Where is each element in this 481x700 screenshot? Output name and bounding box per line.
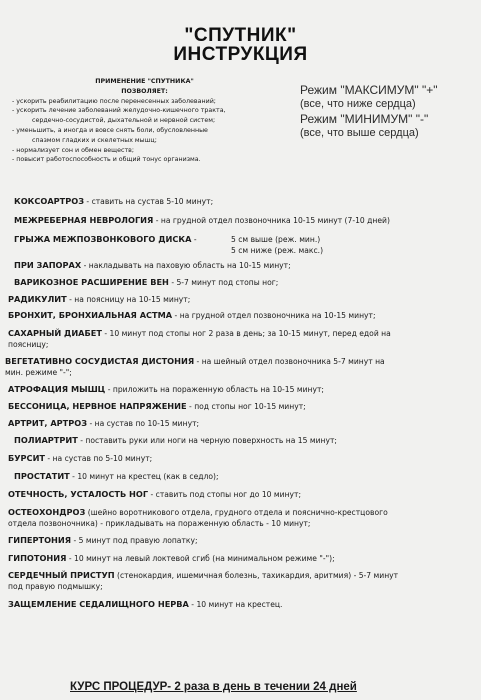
condition-name: ЗАЩЕМЛЕНИЕ СЕДАЛИЩНОГО НЕРВА [8,599,189,609]
condition-entry [8,418,199,429]
condition-entry [8,535,198,546]
application-item: - ускорить реабилитацию после перенесенных заболеваний; [12,97,216,105]
application-subheading: ПОЗВОЛЯЕТ: [121,87,168,95]
condition-instruction: - 10 минут под стопы ног 2 раза в день; за 10-15 минут, перед едой на [101,329,391,338]
condition-instruction: (шейно воротникового отдела, грудного отдела и пояснично-крестцового [85,508,388,517]
condition-entry [8,384,324,395]
mode-min-name: Режим "МИНИМУМ" "-" [300,112,429,126]
condition-name: ПОЛИАРТРИТ [14,435,78,445]
condition-instruction: - 5-7 минут под стопы ног; [168,278,279,287]
condition-name: ГРЫЖА МЕЖПОЗВОНКОВОГО ДИСКА [14,234,192,244]
application-item: - нормализует сон и обмен веществ; [12,146,134,154]
condition-name: ВЕГЕТАТИВНО СОСУДИСТАЯ ДИСТОНИЯ [5,356,195,366]
modes-block [300,83,475,141]
condition-instruction: - [191,235,197,244]
condition-instruction: - на грудной отдел позвоночника на 10-15 минут; [172,311,376,320]
condition-entry [8,294,190,305]
condition-entry [14,260,291,271]
condition-instruction: - 5 минут под правую лопатку; [71,536,198,545]
condition-instruction: - ставить на сустав 5-10 минут; [84,197,214,206]
condition-instruction: - приложить на пораженную область на 10-15 минут; [105,385,324,394]
product-title: "СПУТНИК" [184,25,297,46]
application-item: - ускорить лечение заболеваний желудочно-кишечного тракта, [12,107,226,115]
condition-entry [8,489,301,500]
condition-name: РАДИКУЛИТ [8,294,67,304]
condition-instruction: - под стопы ног 10-15 минут; [186,402,306,411]
condition-entry [8,553,335,564]
application-heading: ПРИМЕНЕНИЕ "СПУТНИКА" [95,78,194,85]
condition-entry [5,356,385,367]
condition-instruction: - 10 минут на крестец. [188,600,283,609]
condition-entry [14,215,390,226]
condition-entry [8,518,310,529]
condition-instruction: - на грудной отдел позвоночника 10-15 минут (7-10 дней) [153,216,390,225]
condition-instruction: под правую подмышку; [8,582,103,591]
instruction-title: ИНСТРУКЦИЯ [173,44,308,65]
mode-max-name: Режим "МАКСИМУМ" "+" [300,83,438,97]
condition-instruction: - на шейный отдел позвоночника 5-7 минут на [194,357,385,366]
mode-min-desc: (все, что выше сердца) [300,127,419,139]
condition-entry [8,581,103,592]
condition-name: ГИПЕРТОНИЯ [8,535,72,545]
mode-max-desc: (все, что ниже сердца) [300,98,416,110]
condition-entry [14,234,197,245]
condition-entry [8,401,306,412]
condition-name: САХАРНЫЙ ДИАБЕТ [8,328,102,338]
application-item: сердечно-сосудистой, дыхательной и нервной систем; [32,117,216,125]
condition-instruction: - накладывать на паховую область на 10-15 минут; [81,261,291,270]
course-footer: КУРС ПРОЦЕДУР- 2 раза в день в течении 24 дней [70,681,357,693]
condition-instruction: отдела позвоночника) - прикладывать на пораженную область - 10 минут; [8,519,311,528]
condition-entry [14,471,219,482]
application-item: спазмом гладких и скелетных мышц; [32,136,157,144]
condition-instruction: - поставить руки или ноги на черную поверхность на 15 минут; [77,436,337,445]
condition-entry [5,367,72,378]
application-item: - уменьшить, а иногда и вовсе снять боли, обусловленные [12,126,208,134]
condition-instruction: - 10 минут на левый локтевой сгиб (на минимальном режиме "-"); [66,554,335,563]
condition-name: ГИПОТОНИЯ [8,553,67,563]
condition-instruction: - 10 минут на крестец (как в седло); [69,472,219,481]
condition-name: БРОНХИТ, БРОНХИАЛЬНАЯ АСТМА [8,310,173,320]
condition-name: СЕРДЕЧНЫЙ ПРИСТУП [8,570,115,580]
condition-name: БУРСИТ [8,453,45,463]
condition-instruction: - на поясницу на 10-15 минут; [66,295,191,304]
condition-entry [8,599,282,610]
condition-name: АРТРИТ, АРТРОЗ [8,418,88,428]
condition-entry [14,277,278,288]
condition-name: АТРОФАЦИЯ МЫШЦ [8,384,106,394]
condition-entry [8,570,398,581]
condition-name: ПРОСТАТИТ [14,471,70,481]
condition-name: КОКСОАРТРОЗ [14,196,85,206]
condition-name: ОСТЕОХОНДРОЗ [8,507,86,517]
condition-entry [8,328,391,339]
condition-instruction: - ставить под стопы ног до 10 минут; [148,490,302,499]
condition-instruction: мин. режиме "-"; [5,368,72,377]
condition-name: ОТЕЧНОСТЬ, УСТАЛОСТЬ НОГ [8,489,149,499]
condition-instruction: поясницу; [8,340,49,349]
condition-instruction: - на сустав по 10-15 минут; [87,419,200,428]
condition-name: БЕССОНИЦА, НЕРВНОЕ НАПРЯЖЕНИЕ [8,401,187,411]
hernia-sub-below: 5 см ниже (реж. макс.) [231,246,324,255]
condition-entry [8,310,376,321]
condition-entry [8,339,48,350]
condition-name: ВАРИКОЗНОЕ РАСШИРЕНИЕ ВЕН [14,277,169,287]
condition-entry [14,196,213,207]
application-block [12,77,277,165]
condition-name: МЕЖРЕБЕРНАЯ НЕВРОЛОГИЯ [14,215,154,225]
condition-entry [8,507,388,518]
application-item: - повысит работоспособность и общий тонус организма. [12,156,201,164]
condition-instruction: - на сустав по 5-10 минут; [45,454,153,463]
condition-name: ПРИ ЗАПОРАХ [14,260,82,270]
hernia-sub-above: 5 см выше (реж. мин.) [231,235,321,244]
condition-instruction: (стенокардия, ишемичная болезнь, тахикардия, аритмия) - 5-7 минут [114,571,399,580]
condition-entry [14,435,337,446]
condition-entry [8,453,152,464]
